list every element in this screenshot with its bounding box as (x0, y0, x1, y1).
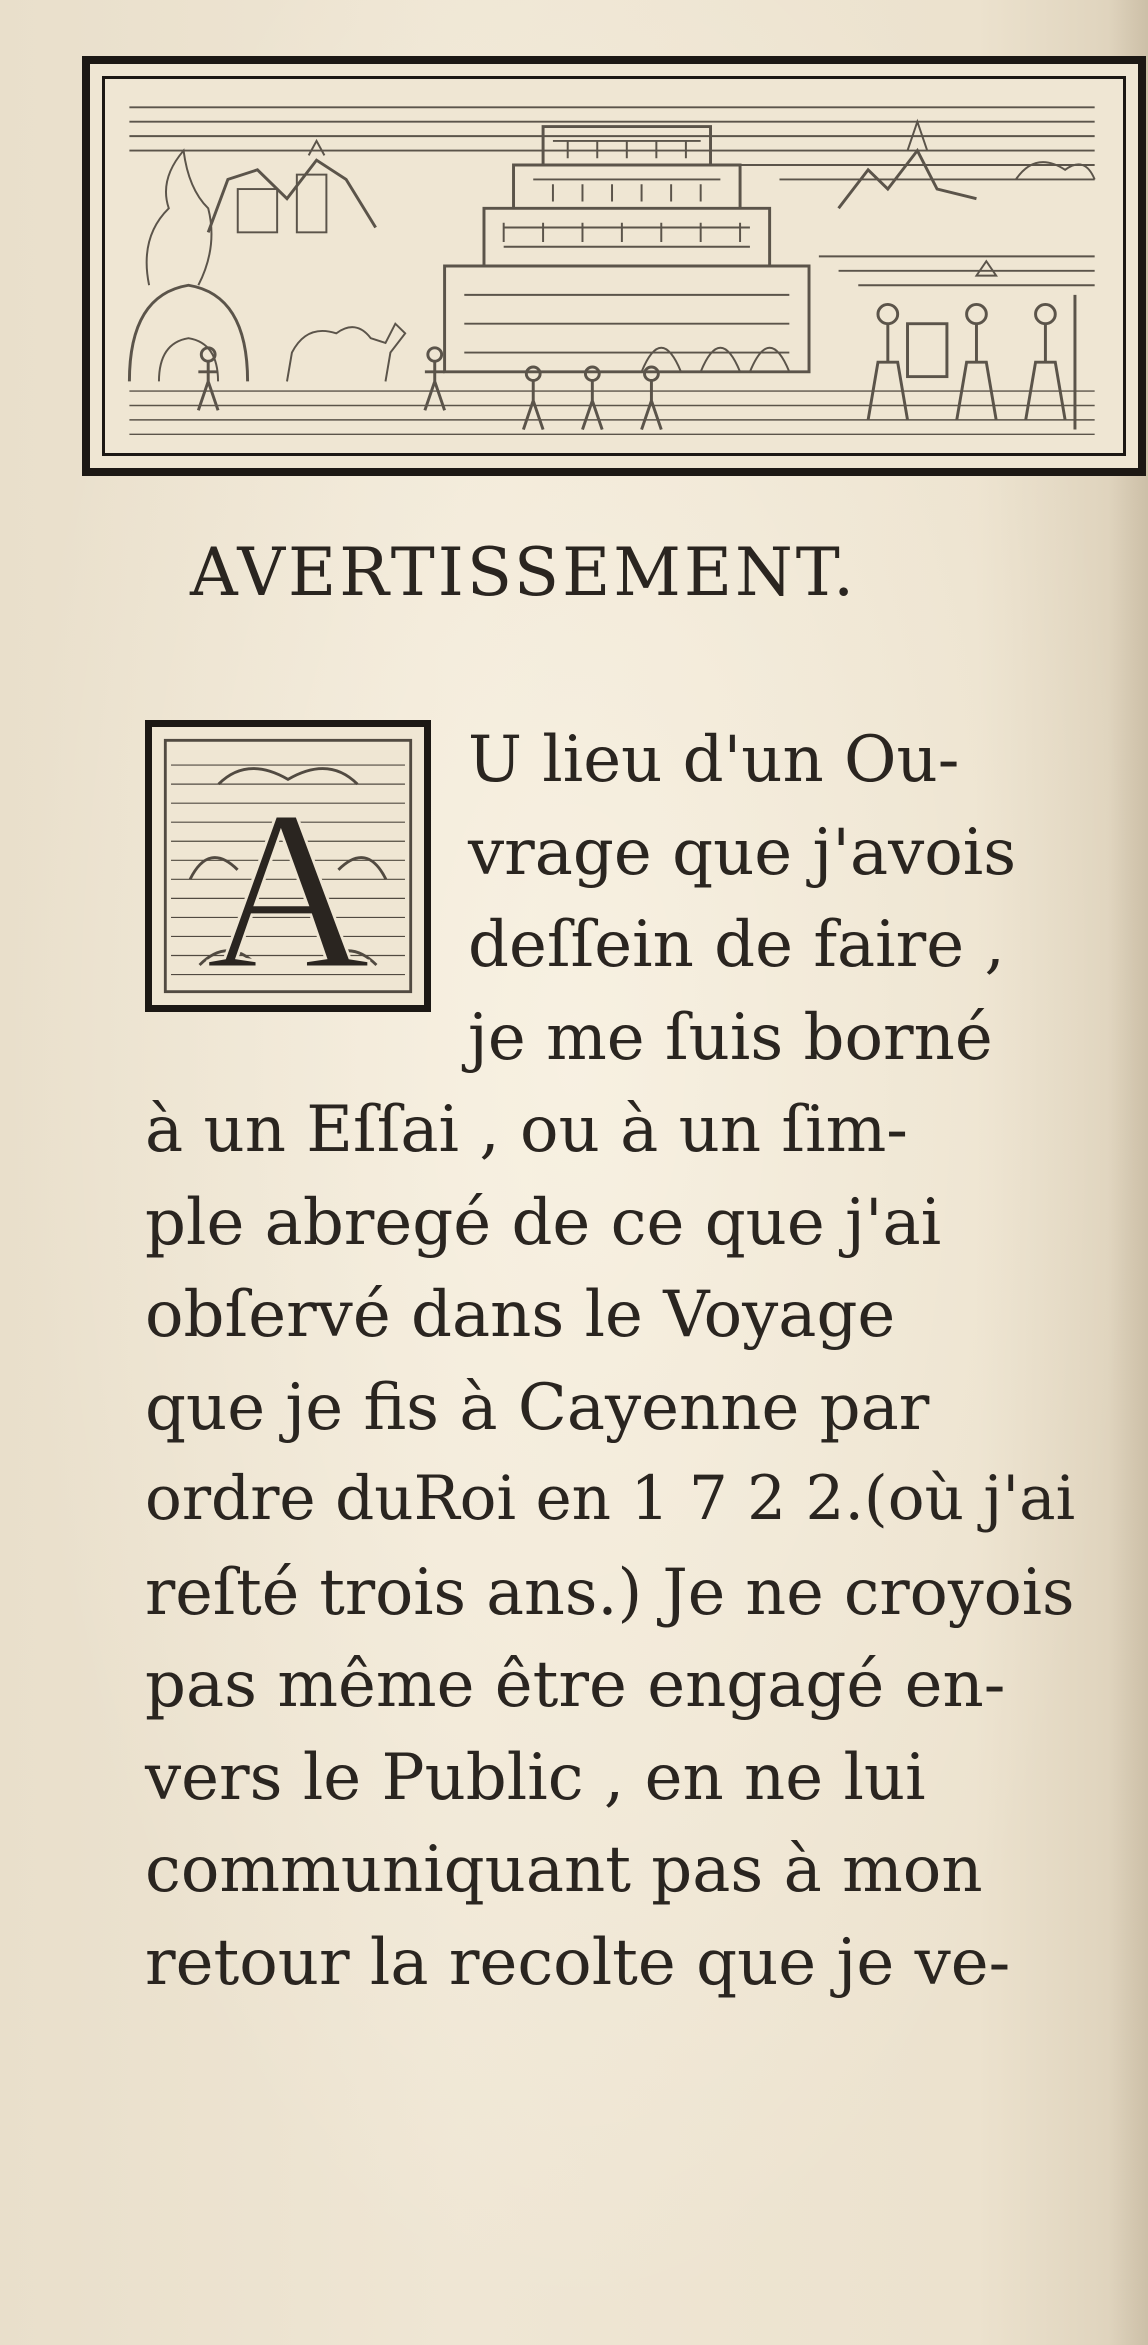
woodcut-engraving (90, 64, 1138, 468)
text-line: U lieu d'un Ou- (468, 723, 960, 797)
text-line: communiquant pas à mon (145, 1833, 983, 1907)
text-line: vers le Public , en ne lui (145, 1741, 926, 1815)
initial-letter: A (205, 763, 371, 1005)
text-line: retour la recolte que je ve- (145, 1926, 1011, 2000)
page-title: AVERTISSEMENT. (190, 534, 858, 611)
woodcut-headpiece (82, 56, 1146, 476)
text-line: obſervé dans le Voyage (145, 1278, 896, 1352)
text-line: vrage que j'avois (468, 816, 1017, 890)
text-line: à un Eſſai , ou à un ſim- (145, 1093, 908, 1167)
text-line: deſſein de faire , (468, 908, 1005, 982)
ornament-illustration (152, 727, 424, 1005)
text-line: ple abregé de ce que j'ai (145, 1186, 942, 1260)
text-line: reſté trois ans.) Je ne croyois (145, 1555, 1075, 1629)
text-line: ordre duRoi en 1 7 2 2.(où j'ai (145, 1463, 1076, 1534)
text-line: pas même être engagé en- (145, 1648, 1006, 1722)
text-line: que je fis à Cayenne par (145, 1371, 930, 1445)
decorated-initial (145, 720, 431, 1012)
text-line: je me ſuis borné (468, 1001, 993, 1075)
